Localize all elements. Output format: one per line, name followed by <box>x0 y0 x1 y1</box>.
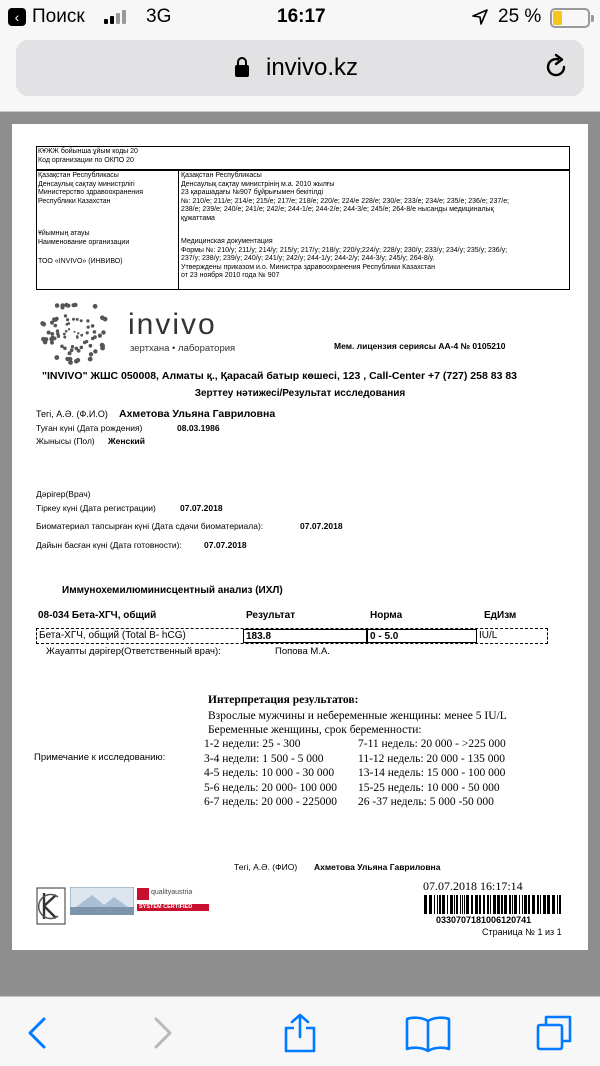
analysis-title: Иммунохемилюминисцентный анализ (ИХЛ) <box>62 585 283 596</box>
sign-label: Тегі, А.Ә. (ФИО) <box>234 862 298 872</box>
patient-name: Ахметова Ульяна Гавриловна <box>119 408 276 420</box>
row-result: 183.8 <box>243 629 367 643</box>
birth-date: 08.03.1986 <box>177 423 220 433</box>
col-test: 08-034 Бета-ХГЧ, общий <box>38 610 157 621</box>
row-norm: 0 - 5.0 <box>367 629 477 643</box>
org-label-ru: Наименование организации <box>38 239 130 246</box>
barcode-icon <box>422 895 564 915</box>
share-icon[interactable] <box>280 1013 320 1053</box>
cert-sub: SYSTEM CERTIFIED <box>139 904 193 910</box>
right-header: Қазақстан Республикасы Денсаулық сақтау министрінің м.а. 2010 жылғы 23 қарашадағы №907 бұйрығымен бекітілді №: 210/е; 211/е; 214/е; 215/е; 217/е; 218/е; 220/е; 224/е 228/е; 230/е; 233/е; 234/е; 235/е; 236/е; 237/е; 238/е; 239/е; 240/е; 241/е; 242/е; 244-1/е; 244-2/е; 244-3/е; 245/е; 264-8/е нысанды медициналық құжаттама <box>181 172 510 222</box>
doctor-label: Дәрігер(Врач) <box>36 489 91 499</box>
right-header-ru: Медицинская документация Формы №: 210/у; 211/у; 214/у; 215/у; 217/у; 218/у; 220/у;224/у; 228/у; 230/у; 233/у; 234/у; 235/у; 236/у; 237/у; 238/у; 239/у; 240/у; 241/у; 242/у; 244-1/у; 244-2/у; 244-3/у; 245/у; 264-8/у. Утверждены приказом и.о. Министра здравоохранения Республики Казахстан от 23 ноября 2010 года № 907 <box>181 238 508 280</box>
logo-text: invivo <box>128 308 217 341</box>
left-header: Қазақстан Республикасы Денсаулық сақтау министрлігі Министерство здравоохранения Республики Казахстан <box>38 172 143 205</box>
cert-text: qualityaustria <box>151 889 193 896</box>
bio-label: Биоматериал тапсырған күні (Дата сдачи биоматериала): <box>36 521 264 531</box>
responsible-label: Жауапты дәрігер(Ответственный врач): <box>46 646 221 657</box>
table-row <box>36 628 548 644</box>
iso-cert-icon <box>70 887 134 915</box>
browser-toolbar <box>0 996 600 1066</box>
invivo-logo-icon <box>34 292 130 370</box>
page-label: Страница № 1 из 1 <box>482 927 562 937</box>
location-icon <box>472 9 488 25</box>
battery-icon <box>550 8 590 28</box>
back-icon[interactable] <box>20 1013 60 1053</box>
reload-icon[interactable] <box>542 53 570 81</box>
okpo-ru: Код организации по ОКПО 20 <box>38 157 134 164</box>
back-to-app-icon[interactable]: ‹ <box>8 8 26 26</box>
col-unit: ЕдИзм <box>484 610 517 621</box>
org-label-kz: Ұйымның атауы <box>38 230 90 237</box>
ready-label: Дайын басған күні (Дата готовности): <box>36 540 182 550</box>
print-datetime: 07.07.2018 16:17:14 <box>423 879 523 893</box>
url-text[interactable]: invivo.kz <box>265 54 359 81</box>
lab-report <box>12 124 588 950</box>
network-type: 3G <box>146 6 172 27</box>
tabs-icon[interactable] <box>534 1013 574 1053</box>
row-unit: IU/L <box>479 630 498 641</box>
sign-name: Ахметова Ульяна Гавриловна <box>314 862 441 872</box>
clock: 16:17 <box>277 6 326 27</box>
barcode-number: 0330707181006120741 <box>436 915 532 925</box>
header-divider <box>178 170 179 290</box>
browser-chrome <box>0 0 600 112</box>
birth-label: Туған күні (Дата рождения) <box>36 423 143 433</box>
address: "INVIVO" ЖШС 050008, Алматы қ., Қарасай батыр көшесі, 123 , Call-Center +7 (727) 258 83 83 <box>42 370 518 382</box>
reg-date: 07.07.2018 <box>180 503 223 513</box>
battery-percent: 25 % <box>498 6 542 27</box>
interp-text: Взрослые мужчины и небеременные женщины: менее 5 IU/L Беременные женщины, срок беременности: <box>208 710 507 736</box>
bookmarks-icon[interactable] <box>404 1013 452 1053</box>
ready-date: 07.07.2018 <box>204 540 247 550</box>
sex-label: Жынысы (Пол) <box>36 436 95 446</box>
back-to-app-label[interactable]: Поиск <box>32 6 85 27</box>
weeks-left: 1-2 недели: 25 - 300 3-4 недели: 1 500 - 5 000 4-5 недель: 10 000 - 30 000 5-6 недель: 20 000- 100 000 6-7 недель: 20 000 - 225000 <box>204 738 338 809</box>
license: Мем. лицензия сериясы АА-4 № 0105210 <box>334 341 506 351</box>
signal-icon <box>104 10 130 24</box>
row-test: Бета-ХГЧ, общий (Total B- hCG) <box>39 630 186 641</box>
bio-date: 07.07.2018 <box>300 521 343 531</box>
interp-title: Интерпретация результатов: <box>208 694 359 706</box>
note-label: Примечание к исследованию: <box>34 752 166 763</box>
result-title: Зерттеу нәтижесі/Результат исследования <box>194 388 406 399</box>
address-bar[interactable] <box>16 40 584 96</box>
sex: Женский <box>108 436 145 446</box>
document-page[interactable] <box>12 124 588 950</box>
patient-label: Тегі, А.Ә. (Ф.И.О) <box>36 409 108 419</box>
weeks-right: 7-11 недель: 20 000 - >225 000 11-12 недель: 20 000 - 135 000 13-14 недель: 15 000 - 100 000 15-25 недель: 10 000 - 50 000 26 -37 недель: 5 000 -50 000 <box>358 738 506 809</box>
col-norm: Норма <box>370 610 403 621</box>
okpo-kz: КҰЖЖ бойынша ұйым коды 20 <box>38 148 138 155</box>
responsible-name: Попова М.А. <box>275 646 330 657</box>
kz-cert-icon <box>36 887 66 925</box>
status-bar <box>0 0 600 34</box>
org-name: ТОО «INVIVO» (ИНВИВО) <box>38 258 123 265</box>
col-result: Результат <box>246 610 296 621</box>
forward-icon[interactable] <box>140 1013 180 1053</box>
reg-label: Тіркеу күні (Дата регистрации) <box>36 503 156 513</box>
logo-subtitle: зертхана • лаборатория <box>130 343 236 354</box>
